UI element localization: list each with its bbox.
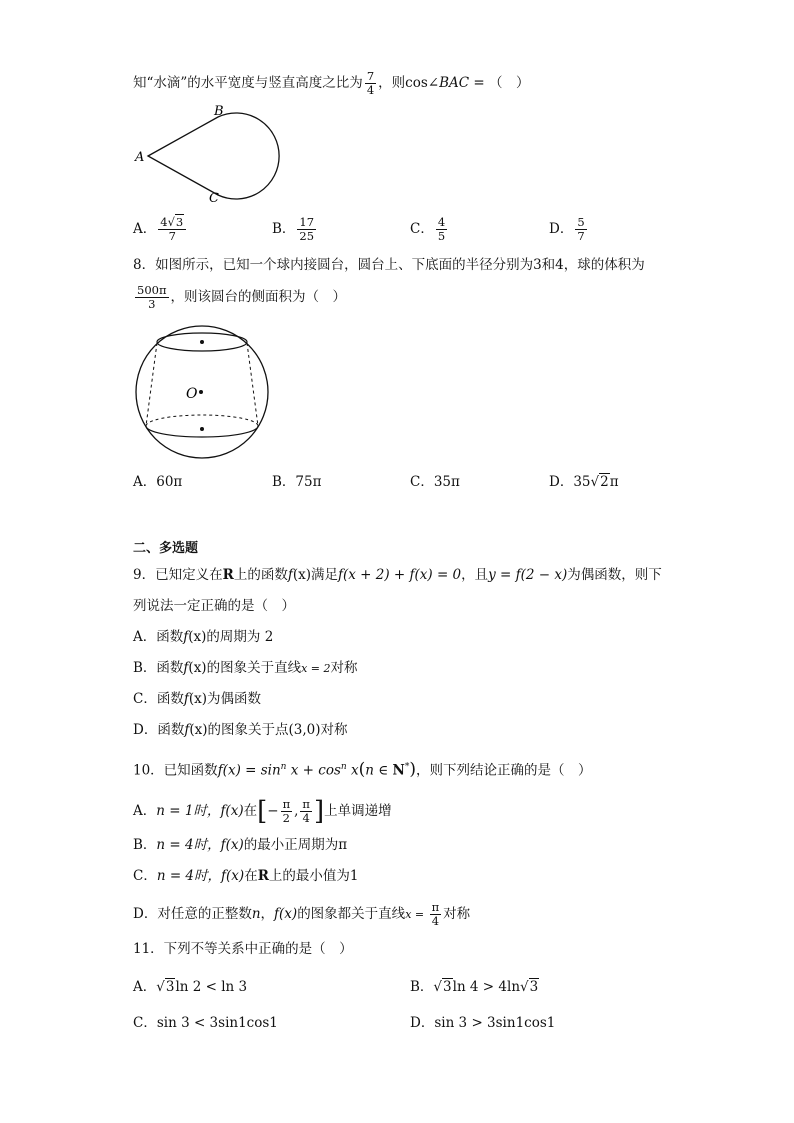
q8-volume-fraction (135, 284, 169, 311)
q8-option-d[interactable]: D．35√2π (549, 474, 619, 490)
q10-d-x: x = (405, 908, 428, 921)
q10-option-b[interactable] (133, 835, 347, 855)
q10-d-den: 4 (431, 914, 440, 928)
point-a-label: A (135, 150, 145, 165)
q9-c-post: 为偶函数 (207, 691, 261, 707)
q10-a-lo-num: π (282, 797, 291, 811)
q11-option-b[interactable]: B．√3ln 4 > 4ln√3 (410, 979, 539, 995)
q10-d-num: π (431, 900, 440, 914)
q9-eq2: y = f(2 − x) (488, 567, 568, 583)
q7-option-d[interactable] (549, 216, 589, 243)
q11-option-a[interactable]: A．√3ln 2 < ln 3 (133, 979, 248, 995)
q11-option-c[interactable] (133, 1013, 278, 1033)
q10-a-pre: A． (133, 803, 157, 819)
q7-d-num: 5 (577, 215, 585, 229)
q10-b-pi: π (338, 837, 348, 853)
q7-c-den: 5 (437, 229, 446, 243)
point-b-label: B (214, 104, 224, 119)
option-letter: D． (549, 474, 574, 490)
q9-d-x: (x) (189, 722, 208, 738)
q10-c-post: 上的最小值为 (268, 868, 350, 884)
q7-a-rad: 3 (175, 215, 184, 229)
q7-option-c[interactable] (410, 216, 449, 243)
q9-real-set: R (222, 567, 234, 583)
option-letter: B． (410, 979, 434, 995)
q11-a-rad: 3 (165, 979, 175, 995)
q10-d-f: f(x) (274, 906, 298, 922)
q9-d-end: 对称 (320, 722, 348, 738)
q7-a-fraction: $\frac{4√3}{7}$ (158, 216, 186, 243)
q9-f: f (287, 567, 293, 583)
q10-a-lo-fraction (281, 798, 293, 825)
q9-a-x: (x) (188, 629, 207, 645)
q10-b-post: 的最小正周期为 (243, 837, 339, 853)
q8-option-a[interactable] (133, 472, 182, 492)
q9-b-eq: x = 2 (301, 662, 331, 675)
q10-fx: f(x) = sin (217, 762, 281, 779)
option-letter: A． (133, 221, 157, 237)
q9-stem-line1 (133, 565, 662, 585)
q8-vol-num: 500π (137, 283, 167, 297)
q10-in: ∈ (373, 762, 393, 779)
q7-a-coef: 4 (160, 215, 168, 229)
q10-d-post: 的图象都关于直线 (297, 906, 406, 922)
q11-a-text: ln 2 < ln 3 (175, 979, 248, 995)
q9-c-pre: C．函数 (133, 691, 184, 707)
q10-a-hi-fraction (300, 798, 312, 825)
q8-stem-line1: 8．如图所示，已知一个球内接圆台，圆台上、下底面的半径分别为3和4，球的体积为 (133, 257, 645, 273)
q8-d-rad: 2 (600, 474, 609, 490)
q10-option-d[interactable] (133, 901, 470, 928)
q11-option-d[interactable] (410, 1013, 555, 1033)
q10-c-value: 1 (349, 868, 359, 884)
q9-p2: 上的函数 (233, 567, 288, 583)
option-letter: B． (272, 221, 296, 237)
sphere-center-dot (199, 390, 203, 394)
q9-b-end: 对称 (330, 660, 358, 676)
q9-p3: 满足 (310, 567, 338, 583)
q9-option-c[interactable] (133, 689, 261, 709)
q10-exp1: n (280, 762, 287, 772)
option-letter: C． (410, 221, 434, 237)
q10-option-c[interactable] (133, 866, 359, 886)
q11-stem: 11．下列不等关系中正确的是（ ） (133, 941, 353, 957)
q10-c-n: n = 4时， (156, 868, 222, 884)
q9-option-a[interactable] (133, 627, 273, 647)
q10-a-n: n = 1时， (156, 803, 221, 819)
option-letter: B． (272, 474, 296, 490)
q9-x: (x) (292, 567, 311, 583)
water-drop-figure (130, 100, 290, 210)
q7-ratio-num: 7 (366, 69, 375, 83)
q8-stem-tail: ，则该圆台的侧面积为（ ） (170, 289, 347, 305)
q9-d-point: (3,0) (288, 722, 321, 738)
q7-b-fraction (297, 216, 316, 243)
q8-stem-line2 (133, 284, 346, 311)
q11-b-rad2: 3 (529, 979, 539, 995)
q10-c-f: f(x) (221, 868, 245, 884)
q9-option-b[interactable] (133, 658, 358, 679)
option-letter: C． (410, 474, 434, 490)
q10-p1: 10．已知函数 (133, 762, 218, 779)
q7-b-num: 17 (299, 215, 315, 229)
q10-b-n: n = 4时， (156, 837, 221, 853)
option-letter: C． (133, 1015, 157, 1031)
q7-option-a[interactable] (133, 216, 188, 243)
q9-p4: ，且 (461, 567, 489, 583)
q9-b-x: (x) (188, 660, 207, 676)
q9-b-post: 的图象关于直线 (206, 660, 302, 676)
q10-x: x (346, 762, 359, 779)
left-bracket: [ (257, 796, 268, 827)
q10-d-comma: ， (260, 906, 275, 922)
top-center-dot (200, 340, 204, 344)
q7-c-fraction (436, 216, 447, 243)
q10-star: * (404, 762, 410, 772)
q10-d-pre: D．对任意的正整数 (133, 906, 252, 922)
q9-c-x: (x) (188, 691, 207, 707)
q7-b-den: 25 (299, 229, 315, 243)
q10-cond-close: ) (409, 759, 416, 780)
q10-option-a[interactable]: A．n = 1时，f(x)在[− $\frac{\pi}{2}$ , $\frac{\pi}{4}$ ]上单调递增 (133, 796, 392, 827)
q9-a-pre: A．函数 (133, 629, 184, 645)
q8-d-coef: 35 (573, 474, 591, 490)
bottom-center-dot (200, 427, 204, 431)
q7-cos: cos∠ (405, 75, 440, 91)
q10-natural-set: N (392, 762, 405, 779)
q8-c-value: 35π (433, 474, 460, 490)
q9-p1: 9．已知定义在 (133, 567, 223, 583)
q10-a-hi-den: 4 (302, 811, 310, 825)
q7-blank: = （ ） (469, 75, 530, 91)
q7-stem-prefix: 知“水滴”的水平宽度与竖直高度之比为 (133, 75, 363, 91)
q10-b-pre: B． (133, 837, 157, 853)
q8-option-c[interactable] (410, 472, 460, 492)
q11-c-text: sin 3 < 3sin1cos1 (156, 1015, 278, 1031)
q9-d-f: f (184, 722, 190, 738)
q9-p5: 为偶函数，则下 (567, 567, 662, 583)
q9-b-f: f (183, 660, 189, 676)
water-drop-outline (148, 113, 279, 199)
q7-d-den: 7 (577, 229, 585, 243)
q8-option-b[interactable] (272, 472, 321, 492)
option-letter: D． (549, 221, 574, 237)
q8-b-value: 75π (295, 474, 322, 490)
q9-eq1: f(x + 2) + f(x) = 0 (337, 567, 462, 583)
q8-d-pi: π (609, 474, 619, 490)
q7-stem (133, 70, 529, 97)
option-letter: A． (133, 979, 157, 995)
q7-c-num: 4 (437, 215, 446, 229)
q10-cond-open: ( (358, 759, 366, 780)
q11-b-text: ln 4 > 4ln (452, 979, 521, 995)
q9-stem-line2: 列说法一定正确的是（ ） (133, 598, 295, 614)
q11-d-text: sin 3 > 3sin1cos1 (434, 1015, 556, 1031)
q8-vol-den: 3 (148, 297, 156, 311)
q10-a-f: f(x) (220, 803, 244, 819)
q9-a-f: f (183, 629, 189, 645)
q10-d-fraction (430, 901, 442, 928)
q9-d-pre: D．函数 (133, 722, 185, 738)
q10-a-hi-num: π (302, 797, 310, 811)
q10-n: n (365, 762, 374, 779)
q10-c-pre: C． (133, 868, 157, 884)
q7-a-den: 7 (168, 229, 176, 243)
q10-d-n: n (251, 906, 261, 922)
q10-exp2: n (340, 762, 347, 772)
q7-option-b[interactable] (272, 216, 318, 243)
q10-d-end: 对称 (443, 906, 471, 922)
q7-stem-suffix: ，则 (378, 75, 406, 91)
q10-c-mid: 在 (244, 868, 258, 884)
option-letter: D． (410, 1015, 435, 1031)
q11-b-rad1: 3 (443, 979, 452, 995)
q10-stem (133, 757, 592, 781)
q7-ratio-den: 4 (366, 83, 375, 97)
q10-mid: x + cos (286, 762, 341, 779)
sphere-frustum-figure (130, 322, 275, 462)
q7-d-fraction (575, 216, 586, 243)
q9-option-d[interactable] (133, 720, 348, 740)
q8-a-value: 60π (156, 474, 183, 490)
q10-c-real-set: R (257, 868, 269, 884)
q9-b-pre: B．函数 (133, 660, 184, 676)
q10-a-post: 上单调递增 (324, 803, 392, 819)
q10-b-f: f(x) (220, 837, 244, 853)
q10-a-mid: 在 (243, 803, 258, 819)
q9-a-post: 的周期为 2 (206, 629, 274, 645)
q7-ratio-fraction (365, 70, 376, 97)
q10-a-lo-den: 2 (282, 811, 290, 825)
right-bracket: ] (313, 796, 325, 827)
option-letter: A． (133, 474, 157, 490)
q9-d-post: 的图象关于点 (207, 722, 289, 738)
point-c-label: C (209, 191, 219, 206)
q9-c-f: f (183, 691, 189, 707)
q10-p2: ，则下列结论正确的是（ ） (416, 762, 592, 779)
frustum-bottom-back (146, 415, 258, 426)
section-title-multiple-choice: 二、多选题 (133, 541, 199, 556)
q7-angle: BAC (439, 75, 470, 91)
center-o-label: O (186, 386, 198, 402)
